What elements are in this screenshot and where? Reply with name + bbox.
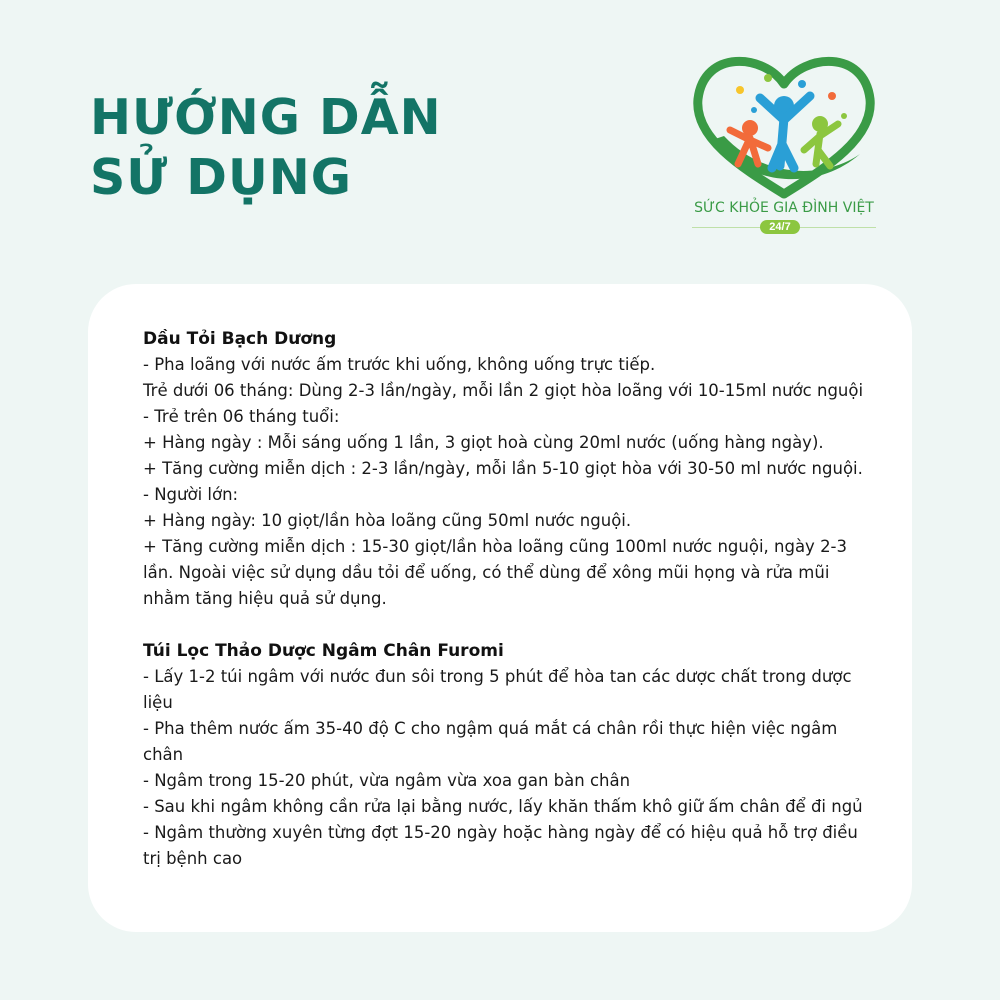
instruction-line: liệu	[143, 693, 173, 712]
instruction-line: trị bệnh cao	[143, 849, 243, 868]
brand-name: SỨC KHỎE GIA ĐÌNH VIỆT	[694, 200, 874, 216]
instruction-line: - Pha loãng với nước ấm trước khi uống, không uống trực tiếp.	[143, 355, 656, 374]
instruction-line: - Ngâm trong 15-20 phút, vừa ngâm vừa xoa gan bàn chân	[143, 771, 631, 790]
brand-tagline: 24/7	[760, 220, 800, 234]
instruction-line: - Sau khi ngâm không cần rửa lại bằng nước, lấy khăn thấm khô giữ ấm chân để đi ngủ	[143, 797, 863, 816]
instruction-line: - Lấy 1-2 túi ngâm với nước đun sôi trong 5 phút để hòa tan các dược chất trong dược	[143, 667, 852, 686]
instruction-line: + Hàng ngày : Mỗi sáng uống 1 lần, 3 giọt hoà cùng 20ml nước (uống hàng ngày).	[143, 433, 824, 452]
page-title	[90, 88, 442, 208]
instruction-line: - Trẻ trên 06 tháng tuổi:	[143, 407, 340, 426]
section-foot-bath	[143, 638, 872, 872]
instruction-line: + Hàng ngày: 10 giọt/lần hòa loãng cũng 50ml nước nguội.	[143, 511, 632, 530]
instruction-line: + Tăng cường miễn dịch : 15-30 giọt/lần hòa loãng cũng 100ml nước nguội, ngày 2-3	[143, 537, 848, 556]
instruction-line: - Pha thêm nước ấm 35-40 độ C cho ngậm quá mắt cá chân rồi thực hiện việc ngâm	[143, 719, 838, 738]
instruction-line: + Tăng cường miễn dịch : 2-3 lần/ngày, mỗi lần 5-10 giọt hòa với 30-50 ml nước nguội.	[143, 459, 863, 478]
instruction-line: lần. Ngoài việc sử dụng dầu tỏi để uống, có thể dùng để xông mũi họng và rửa mũi	[143, 563, 830, 582]
section-garlic-oil	[143, 326, 872, 612]
page-title-line-1: HƯỚNG DẪN	[90, 89, 442, 146]
instruction-line: - Người lớn:	[143, 485, 239, 504]
instruction-line: Trẻ dưới 06 tháng: Dùng 2-3 lần/ngày, mỗi lần 2 giọt hòa loãng với 10-15ml nước nguội	[143, 381, 864, 400]
instruction-line: - Ngâm thường xuyên từng đợt 15-20 ngày hoặc hàng ngày để có hiệu quả hỗ trợ điều	[143, 823, 858, 842]
page-title-line-2: SỬ DỤNG	[90, 149, 352, 206]
heart-family-icon	[684, 44, 884, 204]
instruction-line: nhằm tăng hiệu quả sử dụng.	[143, 589, 387, 608]
instruction-line: chân	[143, 745, 184, 764]
instructions-card	[88, 284, 912, 932]
brand-logo	[684, 44, 884, 244]
section-title: Túi Lọc Thảo Dược Ngâm Chân Furomi	[143, 641, 504, 661]
section-title: Dầu Tỏi Bạch Dương	[143, 329, 337, 349]
